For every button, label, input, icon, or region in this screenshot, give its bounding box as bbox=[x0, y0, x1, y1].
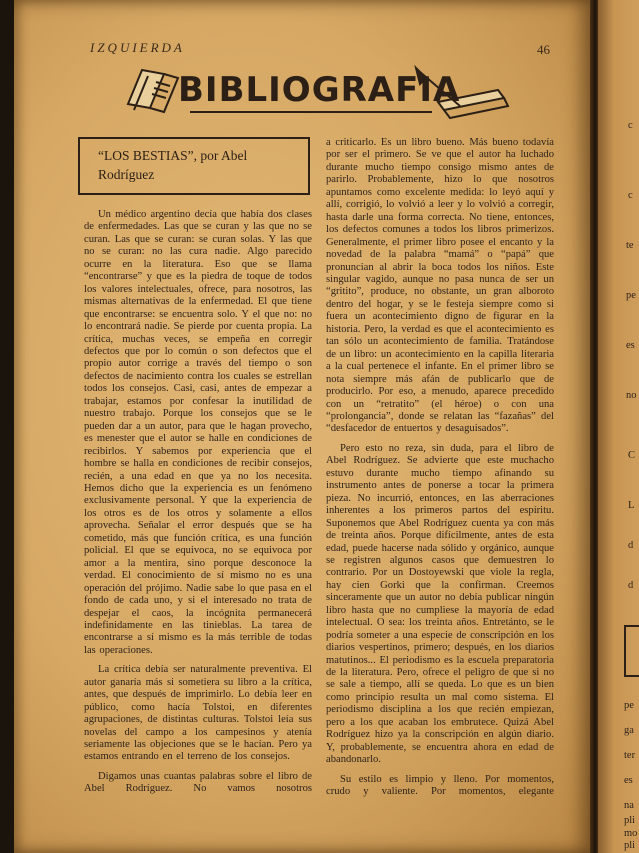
facing-fragment: mo bbox=[624, 828, 638, 839]
paragraph: Su estilo es limpio y lleno. Por momentos, crudo y valiente. Por momentos, elegante bbox=[326, 773, 554, 798]
facing-fragment: c bbox=[628, 120, 633, 131]
running-head: IZQUIERDA bbox=[90, 40, 185, 55]
facing-fragment: d bbox=[628, 580, 634, 591]
facing-title-box bbox=[624, 625, 639, 677]
paragraph: a criticarlo. Es un libro bueno. Más bueno todavía por ser el primero. Se ve que el autor ha luchado durante mucho tiempo consigo mismo antes de parirlo. Probablemente, hizo lo que nosotros apuntamos como excelente medida: lo leyó aquí y allí, corrigió, lo volvió a leer y lo volvió a corregir, hasta darle una forma correcta. No tiene, entonces, los defectos comunes a todos los libros primerizos. Generalmente, el primer libro posee el encanto y la novedad de la palabra “mamá” o “papá” que pronuncian al abrir la boca todos los niños. Este singular vagido, aunque no pasa nunca de ser un “gritito”, produce, no obstante, un gran alboroto dentro del hogar, y se le festeja siempre como si fuera un acontecimiento digno de figurar en la historia. Pero, la verdad es que el acontecimiento es tan sólo un acontecimiento de familia. Tratándose de un libro: un acontecimiento en la capilla literaria a la cual pertenece el infante. En el primer libro se nota siempre más afán de publicarlo que de producirlo. Por eso, a menudo, aparece precedido con un “retratito” (el héroe) o con una “prolongancia”, donde se relatan las “fazañas” del “desfacedor de entuertos y desaguisados”. bbox=[326, 137, 554, 435]
facing-fragment: es bbox=[624, 775, 633, 786]
facing-fragment: ga bbox=[624, 725, 634, 736]
left-column bbox=[84, 209, 312, 796]
right-column bbox=[326, 137, 554, 799]
article-title-line: Rodríguez bbox=[98, 167, 155, 182]
facing-fragment: pli bbox=[624, 840, 636, 851]
facing-fragment: C bbox=[628, 450, 636, 461]
book-ornament-left-icon bbox=[128, 70, 178, 112]
paragraph: La crítica debía ser naturalmente preventiva. El autor ganaría más si sometiera su libro a la crítica, antes, que después de imprimirlo. Lo debía leer en público, como hacía Tolstoi, en diferentes agrupaciones, de distintas culturas. Tolstoi leía sus novelas del campo a los campesinos y atenía seriamente las objeciones que se le hacían. Pero ya estamos entrando en el terreno de los consejos. bbox=[84, 664, 312, 763]
page-number: 46 bbox=[537, 42, 550, 57]
section-title: BIBLIOGRAFIA bbox=[178, 70, 461, 110]
facing-fragment: te bbox=[626, 240, 634, 251]
facing-fragment: pe bbox=[624, 700, 634, 711]
paragraph: Un médico argentino decía que había dos clases de enfermedades. Las que se curan y las que no se curan. Las que se curan: se curan solas. Y las que no se curan: no las cura nadie. Algo parecido ocurre en la literatura. Eso que se llama “encontrarse” y que es la piedra de toque de todos los valores intelectuales, ofrece, para nosotros, las mismas alternativas de la enfermedad. El que tiene que encontrarse: se encuentra solo. Y el que no: no lo encontrará nadie. Se pierde por cuenta propia. La crítica, muchas veces, se empeña en corregir defectos que por lo común o son defectos que el propio autor corrige a través del tiempo o son defectos de nacimiento contra los cuales se estrellan todos los consejos. Casi, casi, antes de empezar a trabajar, estamos por confesar la inutilidad de nuestro trabajo. Porque los consejos que se le pueden dar a un autor, para que le hagan provecho, es menester que el autor se halle en condiciones de recibirlos. Y sabemos por experiencia que el hombre se halla en condiciones de recibir consejos, recién, a una edad en que ya no los necesita. Hemos dicho que la experiencia es un fenómeno exclusivamente personal. Y que la experiencia de los otros es de los otros y solamente a ellos aprovecha. Señalar el error después que se ha cometido, más que función crítica, es una función policial. El que se equivoca, no se equivoca por amor a la mentira, sino porque desconoce la verdad. El conocimiento de sí mismo no es una operación del prójimo. Nadie sabe lo que pasa en el fondo de cada uno, y si el interesado no trata de despejar el caos, la incógnita permanecerá indefinidamente en las tinieblas. La tarea de encontrarse a sí mismo es la más terrible de todas las operaciones. bbox=[84, 209, 312, 656]
facing-fragment: no bbox=[626, 390, 637, 401]
facing-fragment: ter bbox=[624, 750, 636, 761]
paragraph: Digamos unas cuantas palabras sobre el libro de Abel Rodríguez. No vamos nosotros bbox=[84, 770, 312, 795]
article-title-line: “LOS BESTIAS”, por Abel bbox=[98, 148, 248, 163]
facing-fragment: pli bbox=[624, 815, 636, 826]
facing-fragment: L bbox=[628, 500, 635, 511]
facing-fragment: na bbox=[624, 800, 634, 811]
facing-fragment: pe bbox=[626, 290, 636, 301]
facing-fragment: d bbox=[628, 540, 634, 551]
article-title bbox=[98, 146, 298, 184]
facing-fragment: es bbox=[626, 340, 635, 351]
facing-fragment: c bbox=[628, 190, 633, 201]
paragraph: Pero esto no reza, sin duda, para el libro de Abel Rodríguez. Se advierte que este muchacho estuvo durante mucho tiempo afinando su instrumento antes de ponerse a tocar la primera pieza. No incurrió, entonces, en las aberraciones inherentes a los primeros partos del espíritu. Suponemos que Abel Rodríguez cuenta ya con más de treinta años. Porque difícilmente, antes de esta edad, puede hacerse nada sólido y orgánico, aunque se registren algunos casos que demuestren lo contrario. Por un Dostoyewski que viole la regla, hay cien Gorki que la confirman. Creemos sinceramente que un autor no debía publicar ningún libro hasta que no cumpliese la mayoría de edad intelectual. O sea: los treinta años. Entretánto, se le podría someter a una especie de conscripción en los diarios vespertinos, primero; después, en los diarios matutinos... El periodismo es la escuela preparatoria de la literatura. Pero, ofrece el peligro de que si no se sale a tiempo, allí se queda. Lo que es un bien como principio resulta un mal como sistema. El periodismo disciplina a los que recién empiezan, pero a los que acaban los embrutece. Quizá Abel Rodríguez hizo ya la conscripción en algún diario. Y, probablemente, se encuentra ahora en edad de abandonarlo. bbox=[326, 442, 554, 766]
